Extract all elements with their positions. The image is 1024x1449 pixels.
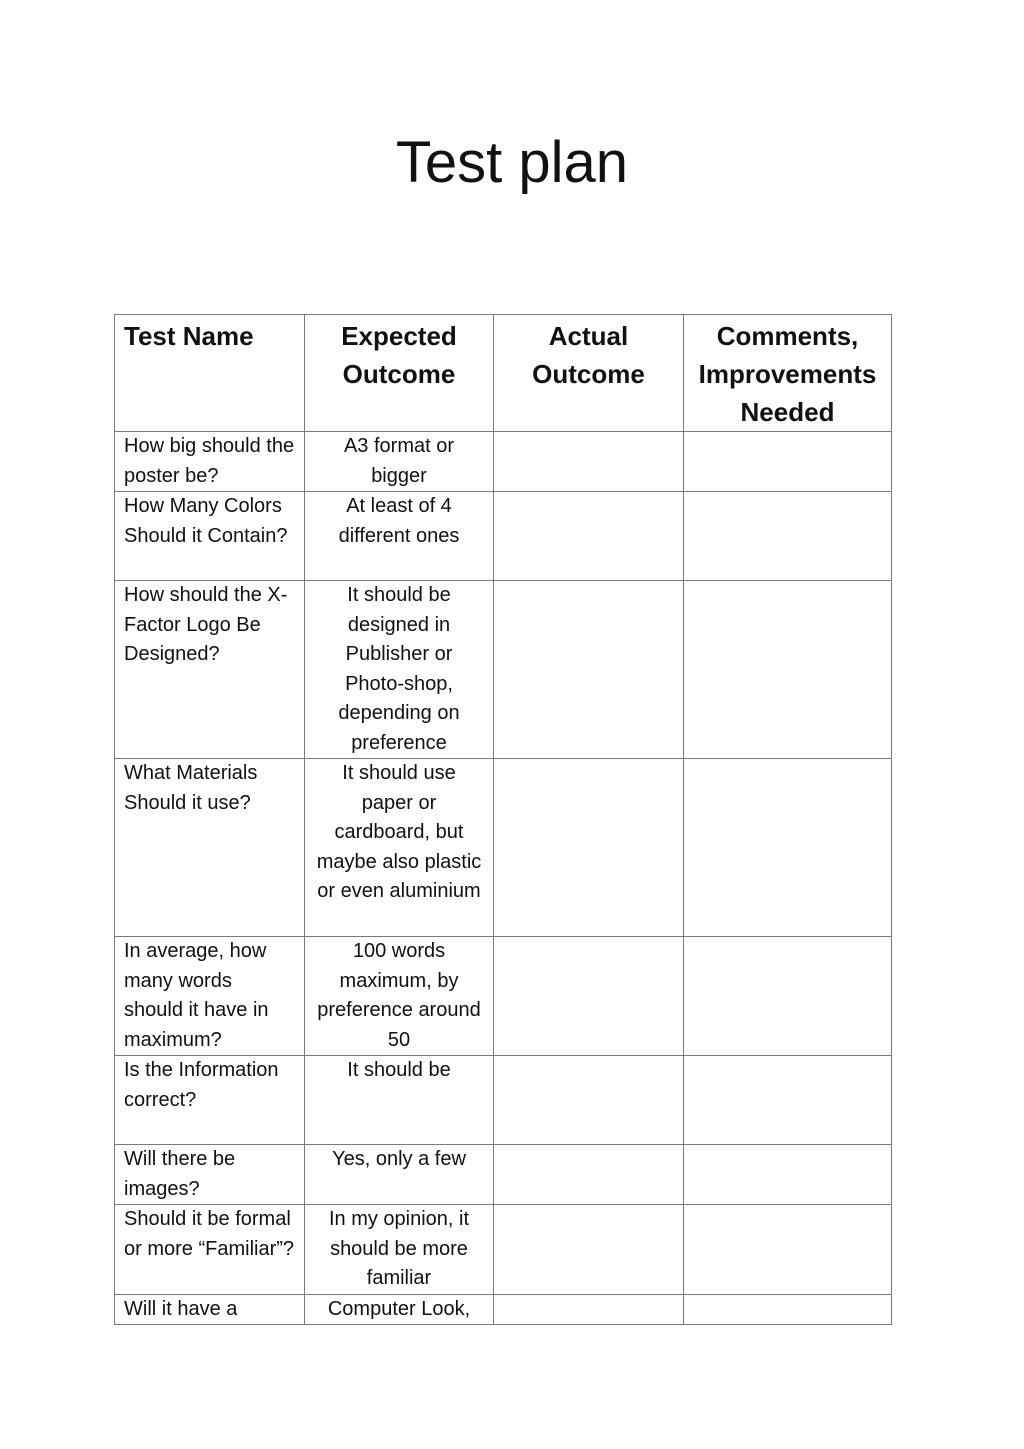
page-title: Test plan	[395, 130, 629, 195]
actual-outcome-cell[interactable]	[494, 759, 684, 937]
expected-outcome-cell: At least of 4 different ones	[305, 492, 494, 581]
comments-cell[interactable]	[684, 1145, 892, 1205]
test-name-cell: How should the X-Factor Logo Be Designed?	[115, 581, 305, 759]
comments-cell[interactable]	[684, 1294, 892, 1325]
table-row	[115, 492, 892, 581]
expected-outcome-cell: It should be designed in Publisher or Photo-shop, depending on preference	[305, 581, 494, 759]
table-row	[115, 1056, 892, 1145]
test-name-cell: Should it be formal or more “Familiar”?	[115, 1205, 305, 1295]
test-name-cell: Will there be images?	[115, 1145, 305, 1205]
table-row	[115, 432, 892, 492]
comments-cell[interactable]	[684, 937, 892, 1056]
header-test-name: Test Name	[115, 315, 305, 432]
actual-outcome-cell[interactable]	[494, 492, 684, 581]
test-name-cell: What Materials Should it use?	[115, 759, 305, 937]
expected-outcome-cell: Yes, only a few	[305, 1145, 494, 1205]
table-row	[115, 1205, 892, 1295]
expected-outcome-cell: Computer Look,	[305, 1294, 494, 1325]
header-expected-outcome: Expected Outcome	[305, 315, 494, 432]
table-row	[115, 937, 892, 1056]
table-row	[115, 759, 892, 937]
table-row	[115, 581, 892, 759]
expected-outcome-cell: In my opinion, it should be more familiar	[305, 1205, 494, 1295]
test-name-cell: Is the Information correct?	[115, 1056, 305, 1145]
test-plan-table	[114, 314, 892, 1325]
comments-cell[interactable]	[684, 1056, 892, 1145]
expected-outcome-cell: 100 words maximum, by preference around 50	[305, 937, 494, 1056]
actual-outcome-cell[interactable]	[494, 1056, 684, 1145]
expected-outcome-cell: It should use paper or cardboard, but maybe also plastic or even aluminium	[305, 759, 494, 937]
test-name-cell: Will it have a	[115, 1294, 305, 1325]
table-header-row	[115, 315, 892, 432]
expected-outcome-cell: It should be	[305, 1056, 494, 1145]
test-name-cell: How Many Colors Should it Contain?	[115, 492, 305, 581]
actual-outcome-cell[interactable]	[494, 581, 684, 759]
actual-outcome-cell[interactable]	[494, 432, 684, 492]
actual-outcome-cell[interactable]	[494, 1205, 684, 1295]
test-name-cell: In average, how many words should it have in maximum?	[115, 937, 305, 1056]
actual-outcome-cell[interactable]	[494, 1145, 684, 1205]
header-actual-outcome: Actual Outcome	[494, 315, 684, 432]
comments-cell[interactable]	[684, 581, 892, 759]
header-comments: Comments, Improvements Needed	[684, 315, 892, 432]
comments-cell[interactable]	[684, 492, 892, 581]
comments-cell[interactable]	[684, 432, 892, 492]
comments-cell[interactable]	[684, 759, 892, 937]
comments-cell[interactable]	[684, 1205, 892, 1295]
actual-outcome-cell[interactable]	[494, 1294, 684, 1325]
actual-outcome-cell[interactable]	[494, 937, 684, 1056]
table-row	[115, 1294, 892, 1325]
expected-outcome-cell: A3 format or bigger	[305, 432, 494, 492]
test-name-cell: How big should the poster be?	[115, 432, 305, 492]
table-row	[115, 1145, 892, 1205]
